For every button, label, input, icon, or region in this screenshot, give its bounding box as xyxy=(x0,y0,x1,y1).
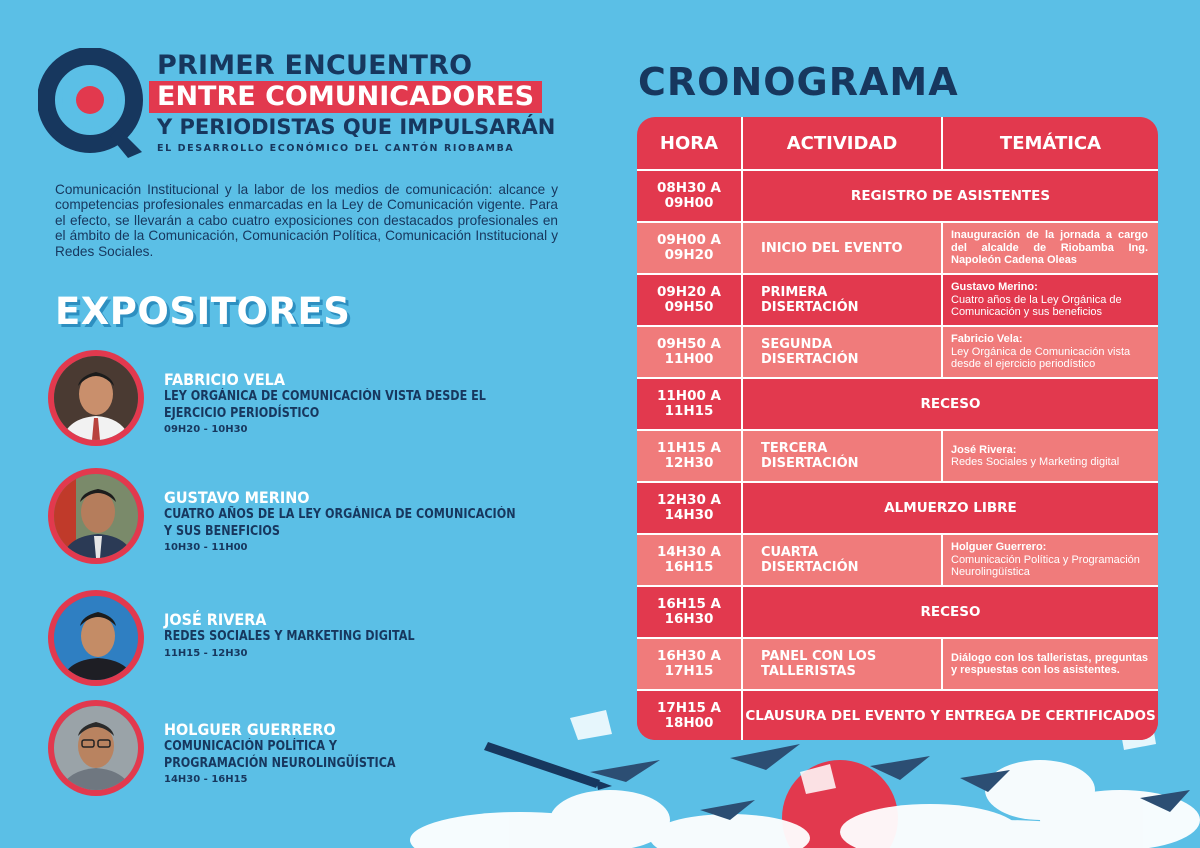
activity-span-cell: ALMUERZO LIBRE xyxy=(884,500,1017,516)
hora-cell: 11H00 A 11H15 xyxy=(656,388,722,419)
speaker-card xyxy=(48,350,568,450)
hora-cell: 08H30 A 09H00 xyxy=(656,180,722,211)
column-header: TEMÁTICA xyxy=(999,132,1102,154)
title-line-4: EL DESARROLLO ECONÓMICO DEL CANTÓN RIOBAMBA xyxy=(157,143,515,154)
speaker-name: FABRICIO VELA xyxy=(164,370,285,389)
hora-cell: 17H15 A 18H00 xyxy=(656,699,722,731)
activity-span-cell: RECESO xyxy=(920,604,981,620)
column-header: HORA xyxy=(659,132,719,154)
activity-cell: PANEL CON LOS TALLERISTAS xyxy=(761,649,877,679)
table-row xyxy=(637,273,1158,325)
expositores-heading: EXPOSITORES xyxy=(55,290,351,333)
activity-span-cell: CLAUSURA DEL EVENTO Y ENTREGA DE CERTIFICADOS xyxy=(745,707,1156,724)
table-row xyxy=(637,429,1158,481)
intro-paragraph: Comunicación Institucional y la labor de los medios de comunicación: alcance y competencias profesionales enmarcadas en la Ley de Comunicación vigente. Para el efecto, se llevarán a cabo cuatro exposiciones con destacados profesionales en el ámbito de la Comunicación, Comunicación Política, Comunicación Institucional y Redes Sociales. xyxy=(55,182,558,259)
speaker-topic: COMUNICACIÓN POLÍTICA Y PROGRAMACIÓN NEUROLINGÜÍSTICA xyxy=(164,739,396,771)
speaker-topic: CUATRO AÑOS DE LA LEY ORGÁNICA DE COMUNICACIÓN Y SUS BENEFICIOS xyxy=(164,507,516,539)
activity-cell: TERCERA DISERTACIÓN xyxy=(761,441,859,471)
table-row xyxy=(637,533,1158,585)
table-row xyxy=(637,169,1158,221)
tematica-cell: Gustavo Merino: Cuatro años de la Ley Orgánica de Comunicación y sus beneficios xyxy=(951,281,1122,319)
column-header: ACTIVIDAD xyxy=(786,132,898,154)
cronograma-heading: CRONOGRAMA xyxy=(638,60,959,104)
speaker-topic: LEY ORGÁNICA DE COMUNICACIÓN VISTA DESDE EL EJERCICIO PERIODÍSTICO xyxy=(164,389,486,421)
tematica-cell: Fabricio Vela: Ley Orgánica de Comunicación vista desde el ejercicio periodístico xyxy=(951,333,1131,371)
schedule-table xyxy=(637,117,1158,740)
speaker-time: 10H30 - 11H00 xyxy=(164,542,248,553)
speaker-photo xyxy=(48,700,144,796)
schedule-header xyxy=(637,117,1158,169)
table-row xyxy=(637,481,1158,533)
speaker-time: 14H30 - 16H15 xyxy=(164,774,248,785)
magnifier-logo-icon xyxy=(38,48,150,160)
table-row xyxy=(637,325,1158,377)
tematica-cell: Holguer Guerrero: Comunicación Política y Programación Neurolingüística xyxy=(951,541,1140,579)
title-line-3: Y PERIODISTAS QUE IMPULSARÁN xyxy=(157,115,556,139)
tematica-cell: Diálogo con los talleristas, preguntas y respuestas con los asistentes. xyxy=(951,651,1148,676)
table-row xyxy=(637,585,1158,637)
speaker-photo xyxy=(48,468,144,564)
speaker-time: 11H15 - 12H30 xyxy=(164,647,248,659)
table-row xyxy=(637,689,1158,740)
speaker-photo xyxy=(48,590,144,686)
speaker-topic: REDES SOCIALES Y MARKETING DIGITAL xyxy=(164,629,415,644)
speaker-card xyxy=(48,590,568,690)
hora-cell: 16H30 A 17H15 xyxy=(656,648,722,679)
table-row xyxy=(637,221,1158,273)
event-title xyxy=(157,50,556,154)
activity-cell: PRIMERA DISERTACIÓN xyxy=(761,285,859,315)
table-row xyxy=(637,637,1158,689)
speaker-name: JOSÉ RIVERA xyxy=(164,610,267,629)
hora-cell: 12H30 A 14H30 xyxy=(656,492,722,523)
hora-cell: 14H30 A 16H15 xyxy=(656,544,722,575)
speaker-card xyxy=(48,468,568,568)
speaker-name: GUSTAVO MERINO xyxy=(164,488,310,507)
hora-cell: 09H50 A 11H00 xyxy=(656,336,722,367)
tematica-cell: Inauguración de la jornada a cargo del alcalde de Riobamba Ing. Napoleón Cadena Oleas xyxy=(951,229,1148,267)
title-line-1: PRIMER ENCUENTRO xyxy=(157,50,473,81)
hora-cell: 09H00 A 09H20 xyxy=(656,232,722,263)
activity-cell: INICIO DEL EVENTO xyxy=(761,240,903,256)
activity-cell: CUARTA DISERTACIÓN xyxy=(761,545,859,575)
activity-span-cell: RECESO xyxy=(920,396,981,412)
speaker-name: HOLGUER GUERRERO xyxy=(164,720,336,739)
speaker-photo xyxy=(48,350,144,446)
title-line-2: ENTRE COMUNICADORES xyxy=(149,81,542,113)
hora-cell: 09H20 A 09H50 xyxy=(656,284,722,315)
fountain-pen-icon xyxy=(484,742,600,788)
speaker-time: 09H20 - 10H30 xyxy=(164,424,248,435)
table-row xyxy=(637,377,1158,429)
hora-cell: 11H15 A 12H30 xyxy=(656,440,722,471)
activity-cell: SEGUNDA DISERTACIÓN xyxy=(761,337,859,367)
hora-cell: 16H15 A 16H30 xyxy=(656,596,722,627)
tematica-cell: José Rivera: Redes Sociales y Marketing digital xyxy=(951,443,1120,468)
activity-span-cell: REGISTRO DE ASISTENTES xyxy=(850,188,1051,204)
